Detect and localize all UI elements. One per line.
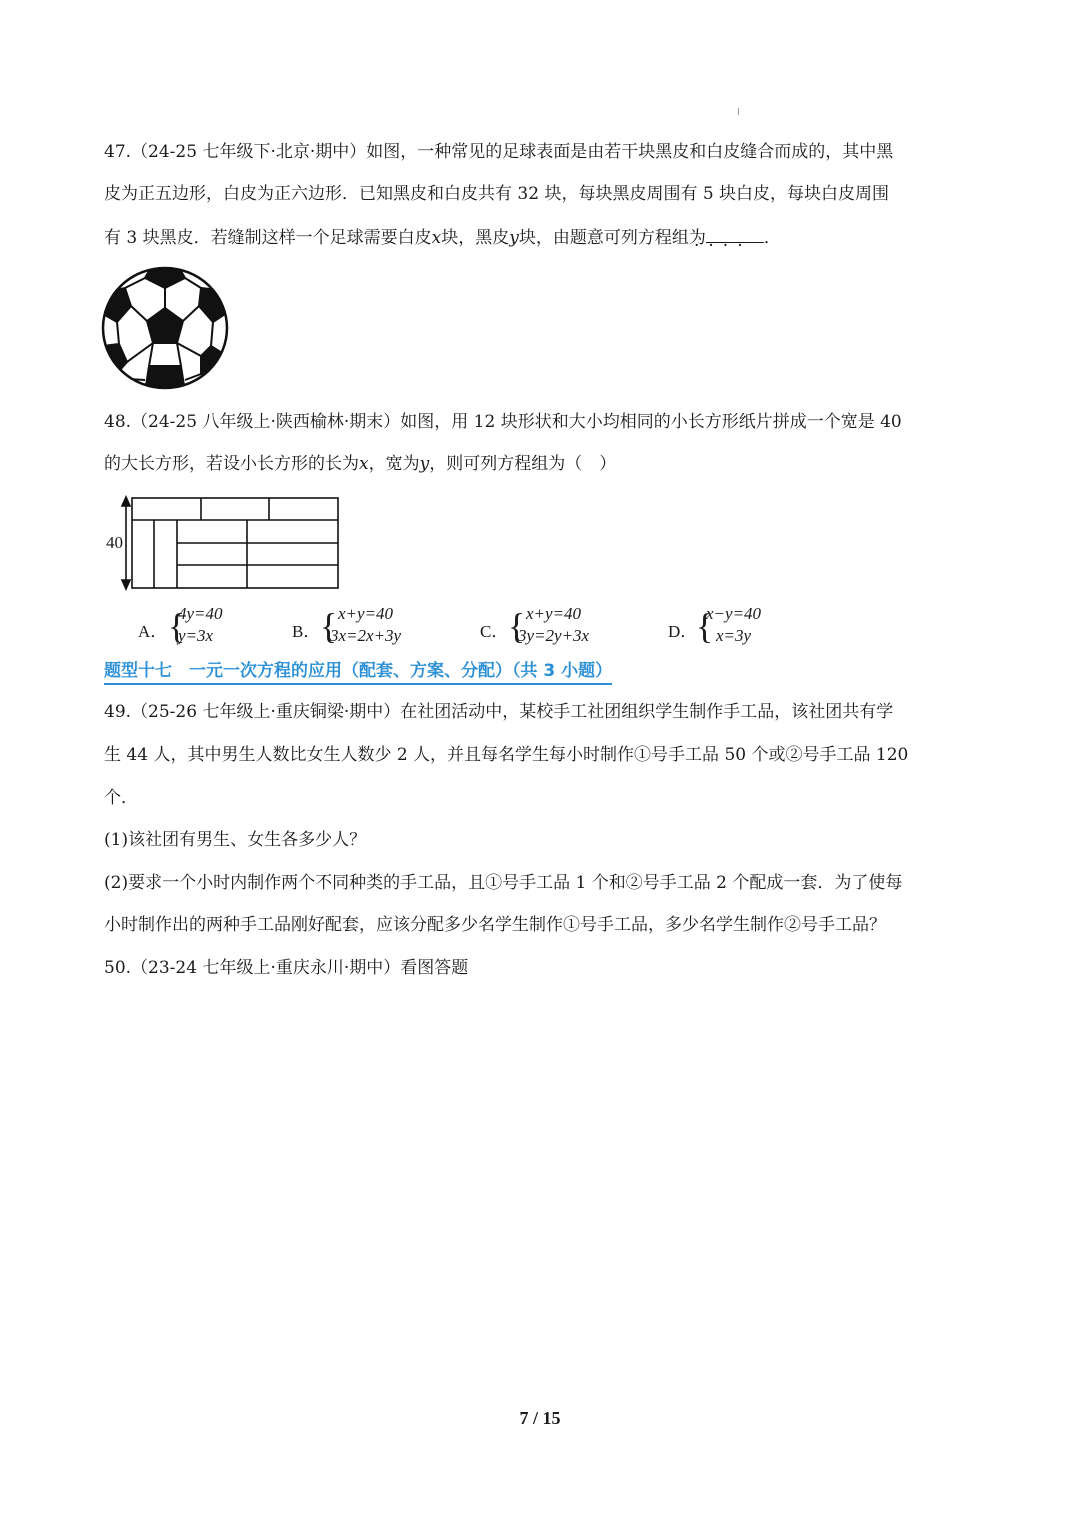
var-x: x (359, 454, 369, 474)
q48-line-1: 48.（24-25 八年级上·陕西榆林·期末）如图，用 12 块形状和大小均相同的小长方形纸片拼成一个宽是 40 (104, 412, 902, 432)
q49-line-3: 个． (104, 788, 138, 808)
var-y: y (419, 454, 430, 474)
header-mark (738, 108, 739, 115)
brace-icon: { (168, 606, 186, 646)
section-heading-link[interactable]: 题型十七 一元一次方程的应用（配套、方案、分配）（共 3 小题） (104, 656, 612, 685)
brace-icon: { (696, 606, 714, 646)
q47-line-3: 有 3 块黑皮．若缝制这样一个足球需要白皮x块，黑皮y块，由题意可列方程组为 ． (104, 224, 781, 250)
option-d[interactable]: D． { x−y=40 x=3y (668, 604, 762, 646)
brace-icon: { (320, 606, 338, 646)
brace-icon: { (508, 606, 526, 646)
emphasis-dots: ···· (694, 236, 752, 256)
q49-part-2-line-2: 小时制作出的两种手工品刚好配套，应该分配多少名学生制作①号手工品，多少名学生制作②号手工品？ (104, 915, 886, 935)
q49-line-1: 49.（25-26 七年级上·重庆铜梁·期中）在社团活动中，某校手工社团组织学生制作手工品，该社团共有学 (104, 702, 894, 722)
option-b[interactable]: B． { x+y=40 3x=2x+3y (292, 604, 402, 646)
rectangle-tiling-figure (104, 494, 344, 594)
soccer-ball-figure (101, 266, 229, 390)
q49-part-2-line-1: (2)要求一个小时内制作两个不同种类的手工品，且①号手工品 1 个和②号手工品 2 个配成一套．为了使每 (104, 873, 903, 893)
page-number: 7 / 15 (519, 1408, 561, 1428)
q50-line-1: 50.（23-24 七年级上·重庆永川·期中）看图答题 (104, 958, 469, 978)
q49-line-2: 生 44 人，其中男生人数比女生人数少 2 人，并且每名学生每小时制作①号手工品 50 个或②号手工品 120 (104, 745, 909, 765)
q47-line-1: 47.（24-25 七年级下·北京·期中）如图，一种常见的足球表面是由若干块黑皮和白皮缝合而成的，其中黑 (104, 142, 894, 162)
figure-label-40: 40 (106, 533, 123, 552)
option-a[interactable]: A． { 4y=40 y=3x (138, 604, 223, 646)
q49-part-1: (1)该社团有男生、女生各多少人？ (104, 830, 367, 850)
option-c[interactable]: C． { x+y=40 3y=2y+3x (480, 604, 590, 646)
var-y: y (509, 228, 519, 248)
q48-line-2: 的大长方形，若设小长方形的长为x，宽为y，则可列方程组为（ ） (104, 454, 617, 474)
q47-line-2: 皮为正五边形，白皮为正六边形．已知黑皮和白皮共有 32 块，每块黑皮周围有 5 块白皮，每块白皮周围 (104, 184, 890, 204)
var-x: x (431, 228, 442, 248)
